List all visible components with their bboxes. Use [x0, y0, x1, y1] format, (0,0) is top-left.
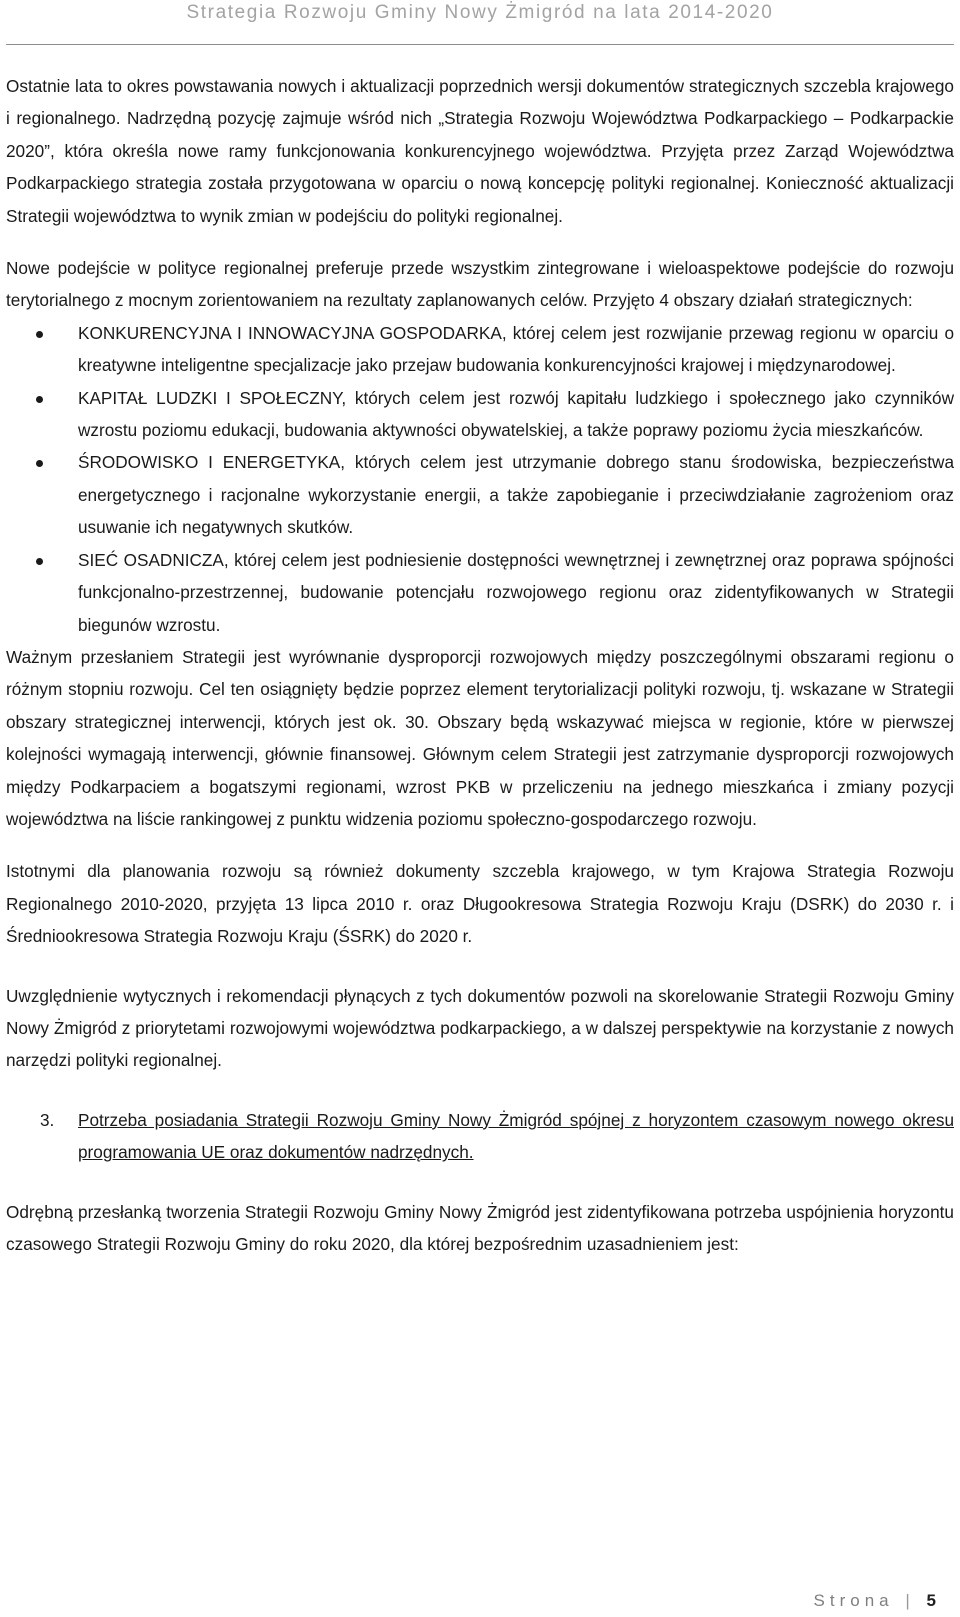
footer-label: Strona: [813, 1591, 894, 1610]
header-divider: [6, 44, 954, 45]
page-number: 5: [926, 1591, 936, 1610]
list-item: [6, 446, 954, 543]
bullet-icon: [36, 460, 43, 467]
list-item: [6, 544, 954, 641]
paragraph-1: Ostatnie lata to okres powstawania nowych i aktualizacji poprzednich wersji dokumentów strategicznych szczebla krajowego i regionalnego. Nadrzędną pozycję zajmuje wśród nich „Strategia Rozwoju Województwa Podkarpackiego – Podkarpackie 2020”, która określa nowe ramy funkcjonowania konkurencyjnego województwa. Przyjęta przez Zarząd Województwa Podkarpackiego strategia została przygotowana w oparciu o nową koncepcję polityki regionalnej. Konieczność aktualizacji Strategii województwa to wynik zmian w podejściu do polityki regionalnej.: [6, 76, 954, 226]
bullet-icon: [36, 558, 43, 565]
section-heading: [6, 1104, 954, 1169]
strategic-areas-list: [6, 317, 954, 641]
list-item-text: KAPITAŁ LUDZKI I SPOŁECZNY, których celem jest rozwój kapitału ludzkiego i społecznego jako czynników wzrostu poziomu edukacji, budowania aktywności obywatelskiej, a także poprawy poziomu życia mieszkańców.: [78, 387, 954, 441]
paragraph-2: Nowe podejście w polityce regionalnej preferuje przede wszystkim zintegrowane i wieloaspektowe podejście do rozwoju terytorialnego z mocnym zorientowaniem na rezultaty zaplanowanych celów. Przyjęto 4 obszary działań strategicznych:: [6, 258, 954, 311]
bullet-icon: [36, 396, 43, 403]
paragraph-4: Istotnymi dla planowania rozwoju są również dokumenty szczebla krajowego, w tym Krajowa Strategia Rozwoju Regionalnego 2010-2020, przyjęta 13 lipca 2010 r. oraz Długookresowa Strategia Rozwoju Kraju (DSRK) do 2030 r. i Średniookresowa Strategia Rozwoju Kraju (ŚSRK) do 2020 r.: [6, 861, 954, 947]
list-item-text: SIEĆ OSADNICZA, której celem jest podniesienie dostępności wewnętrznej i zewnętrznej oraz poprawa spójności funkcjonalno-przestrzennej, budowanie potencjału rozwojowego regionu oraz zidentyfikowanych w Strategii biegunów wzrostu.: [78, 549, 954, 635]
header-title: Strategia Rozwoju Gminy Nowy Żmigród na lata 2014-2020: [186, 2, 774, 23]
footer-separator: |: [905, 1591, 915, 1610]
bullet-icon: [36, 331, 43, 338]
document-body: [6, 70, 954, 1260]
list-item: [6, 382, 954, 447]
list-item: [6, 317, 954, 382]
paragraph-3: Ważnym przesłaniem Strategii jest wyrównanie dysproporcji rozwojowych między poszczególnymi obszarami regionu o różnym stopniu rozwoju. Cel ten osiągnięty będzie poprzez element terytorializacji polityki rozwoju, tj. wskazane w Strategii obszary strategicznej interwencji, których jest ok. 30. Obszary będą wskazywać miejsca w regionie, które w pierwszej kolejności wymagają interwencji, głównie finansowej. Głównym celem Strategii jest zatrzymanie dysproporcji rozwojowych między Podkarpaciem a bogatszymi regionami, wzrost PKB w przeliczeniu na jednego mieszkańca i zmiany pozycji województwa na liście rankingowej z punktu widzenia poziomu społeczno-gospodarczego rozwoju.: [6, 646, 954, 829]
section-heading-text: Potrzeba posiadania Strategii Rozwoju Gminy Nowy Żmigród spójnej z horyzontem czasowym nowego okresu programowania UE oraz dokumentów nadrzędnych.: [78, 1109, 954, 1163]
list-item-text: KONKURENCYJNA I INNOWACYJNA GOSPODARKA, której celem jest rozwijanie przewag regionu w oparciu o kreatywne inteligentne specjalizacje jako przejaw budowania konkurencyjności krajowej i międzynarodowej.: [78, 322, 954, 376]
section-number: 3.: [40, 1109, 55, 1130]
list-item-text: ŚRODOWISKO I ENERGETYKA, których celem jest utrzymanie dobrego stanu środowiska, bezpieczeństwa energetycznego i racjonalne wykorzystanie energii, a także zapobieganie i przeciwdziałanie zagrożeniom oraz usuwanie ich negatywnych skutków.: [78, 452, 954, 538]
page-header: [0, 0, 960, 48]
paragraph-5: Uwzględnienie wytycznych i rekomendacji płynących z tych dokumentów pozwoli na skorelowanie Strategii Rozwoju Gminy Nowy Żmigród z priorytetami rozwojowymi województwa podkarpackiego, a w dalszej perspektywie na korzystanie z nowych narzędzi polityki regionalnej.: [6, 985, 954, 1071]
page-footer: [814, 1591, 936, 1611]
paragraph-6: Odrębną przesłanką tworzenia Strategii Rozwoju Gminy Nowy Żmigród jest zidentyfikowana potrzeba uspójnienia horyzontu czasowego Strategii Rozwoju Gminy do roku 2020, dla której bezpośrednim uzasadnieniem jest:: [6, 1201, 954, 1254]
